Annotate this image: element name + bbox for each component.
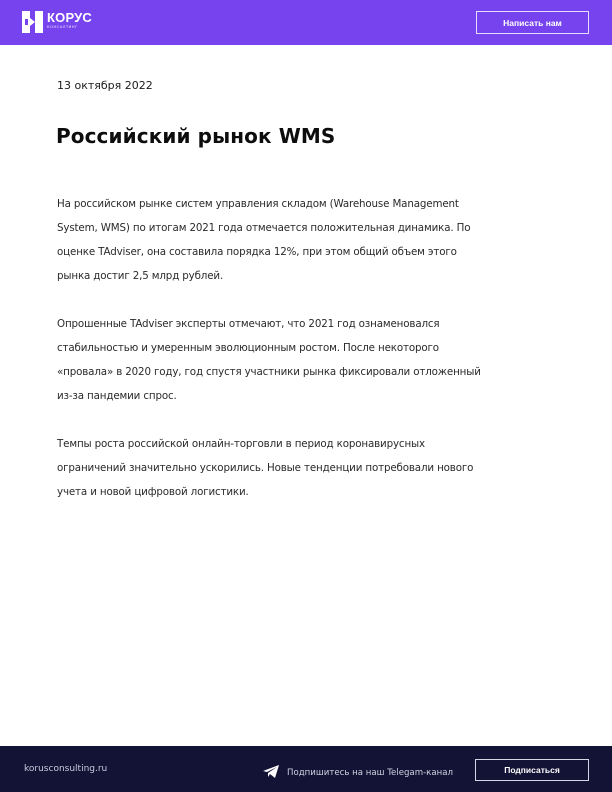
text-line: Темпы роста российской онлайн-торговли в период коронавирусных: [57, 438, 425, 450]
top-header: [0, 0, 612, 45]
paragraph: [57, 312, 557, 408]
contact-us-button[interactable]: Написать нам: [476, 11, 589, 34]
article-body: [57, 192, 557, 528]
logo-name: КОРУС: [47, 10, 93, 25]
text-line: Опрошенные TAdviser эксперты отмечают, что 2021 год ознаменовался: [57, 318, 440, 330]
text-line: учета и новой цифровой логистики.: [57, 486, 249, 498]
korus-logo[interactable]: [22, 11, 92, 33]
text-line: оценке TAdviser, она составила порядка 12%, при этом общий объем этого: [57, 246, 457, 258]
subscribe-button[interactable]: Подписаться: [475, 759, 589, 781]
logo-subtitle: КОНСАЛТИНГ: [47, 25, 78, 29]
site-link[interactable]: korusconsulting.ru: [24, 764, 108, 774]
telegram-text: Подпишитесь на наш Telegam-канал: [287, 767, 454, 778]
text-line: На российском рынке систем управления складом (Warehouse Management: [57, 198, 459, 210]
logo-text: [47, 11, 92, 30]
paragraph: [57, 432, 557, 504]
korus-logo-mark-icon: [22, 11, 43, 33]
text-line: ограничений значительно ускорились. Новые тенденции потребовали нового: [57, 462, 474, 474]
footer: [0, 746, 612, 792]
telegram-plane-icon: [263, 763, 279, 782]
text-line: стабильностью и умеренным эволюционным ростом. После некоторого: [57, 342, 439, 354]
telegram-link[interactable]: [263, 763, 453, 782]
paragraph: [57, 192, 557, 288]
text-line: System, WMS) по итогам 2021 года отмечается положительная динамика. По: [57, 222, 471, 234]
article-date: 13 октября 2022: [57, 79, 153, 92]
text-line: «провала» в 2020 году, год спустя участники рынка фиксировали отложенный: [57, 366, 481, 378]
text-line: из-за пандемии спрос.: [57, 390, 177, 402]
article-title: Российский рынок WMS: [56, 124, 336, 148]
text-line: рынка достиг 2,5 млрд рублей.: [57, 270, 224, 282]
